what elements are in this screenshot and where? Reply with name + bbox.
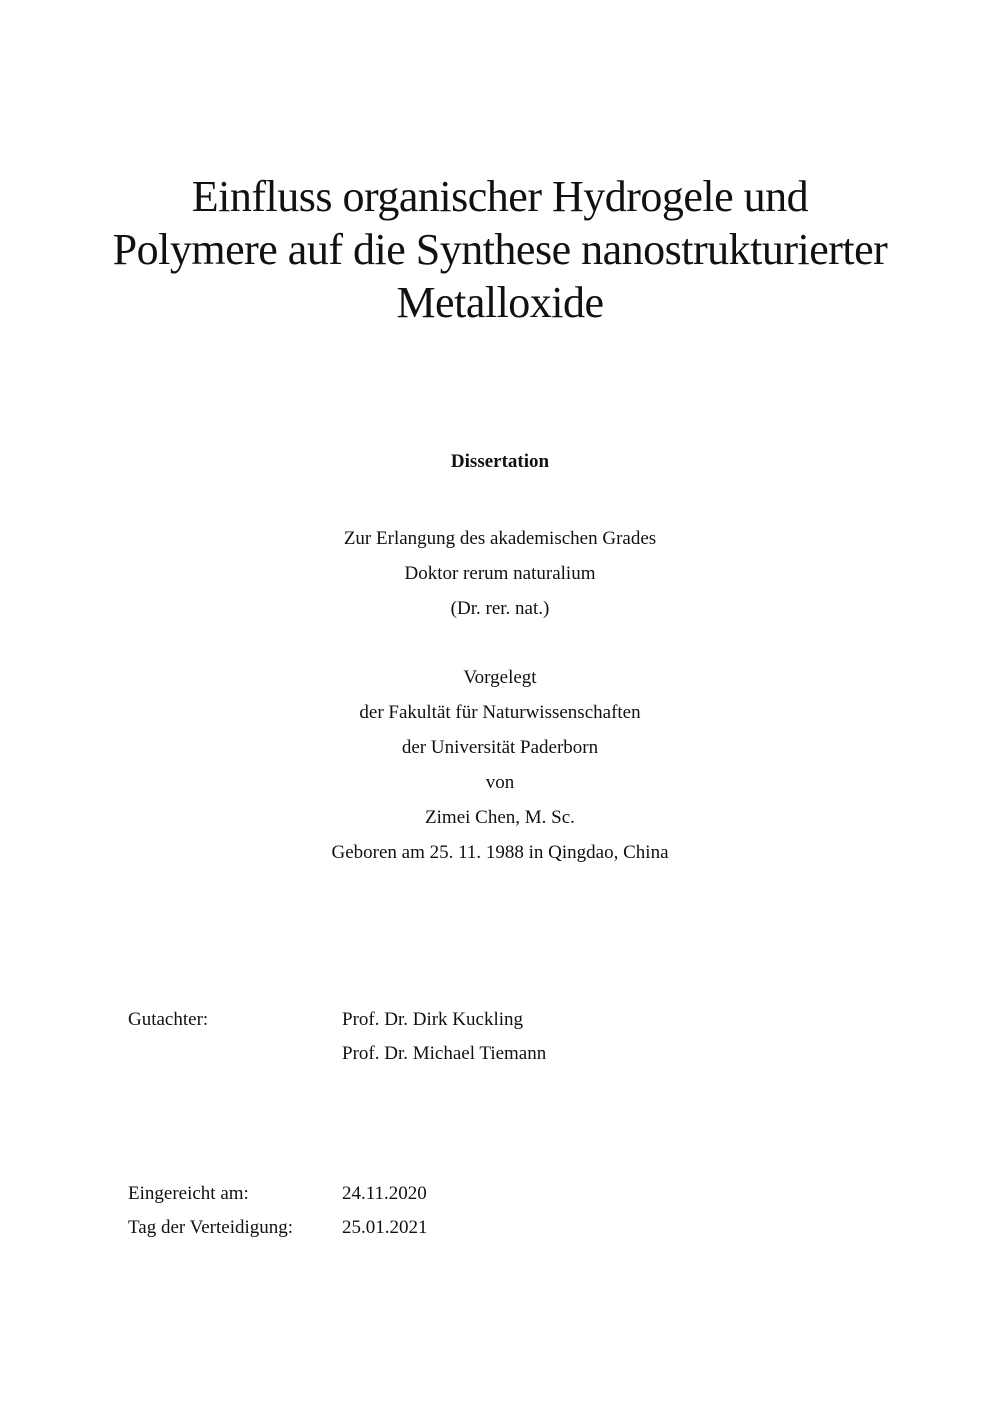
reviewer-row bbox=[128, 1037, 828, 1071]
faculty-line: der Fakultät für Naturwissenschaften bbox=[359, 702, 641, 723]
degree-line: (Dr. rer. nat.) bbox=[450, 598, 550, 619]
title-line: Polymere auf die Synthese nanostrukturierter bbox=[112, 225, 888, 274]
submission-block bbox=[100, 660, 900, 870]
defense-label: Tag der Verteidigung: bbox=[128, 1217, 294, 1238]
submitted-date: 24.11.2020 bbox=[342, 1183, 427, 1204]
submitted-label: Eingereicht am: bbox=[128, 1183, 249, 1204]
defense-date: 25.01.2021 bbox=[342, 1217, 428, 1238]
submitted-row bbox=[128, 1177, 828, 1211]
title-line: Metalloxide bbox=[396, 278, 604, 327]
submission-line: von bbox=[485, 772, 515, 793]
reviewers-label-spacer bbox=[128, 1037, 342, 1071]
document-title bbox=[60, 170, 940, 329]
submission-line: Vorgelegt bbox=[463, 667, 537, 688]
reviewer-row bbox=[128, 1003, 828, 1037]
reviewer-name: Prof. Dr. Dirk Kuckling bbox=[342, 1009, 524, 1030]
dates-block bbox=[128, 1177, 828, 1245]
reviewers-label: Gutachter: bbox=[128, 1009, 209, 1030]
reviewers-block bbox=[128, 1003, 828, 1071]
reviewer-name: Prof. Dr. Michael Tiemann bbox=[342, 1043, 547, 1064]
author-name: Zimei Chen, M. Sc. bbox=[425, 807, 575, 828]
document-type: Dissertation bbox=[450, 451, 550, 472]
degree-line: Doktor rerum naturalium bbox=[404, 563, 596, 584]
university-line: der Universität Paderborn bbox=[401, 737, 599, 758]
birth-info: Geboren am 25. 11. 1988 in Qingdao, China bbox=[331, 842, 669, 863]
degree-block bbox=[100, 521, 900, 626]
defense-row bbox=[128, 1211, 828, 1245]
degree-line: Zur Erlangung des akademischen Grades bbox=[343, 528, 657, 549]
title-line: Einfluss organischer Hydrogele und bbox=[191, 172, 809, 221]
